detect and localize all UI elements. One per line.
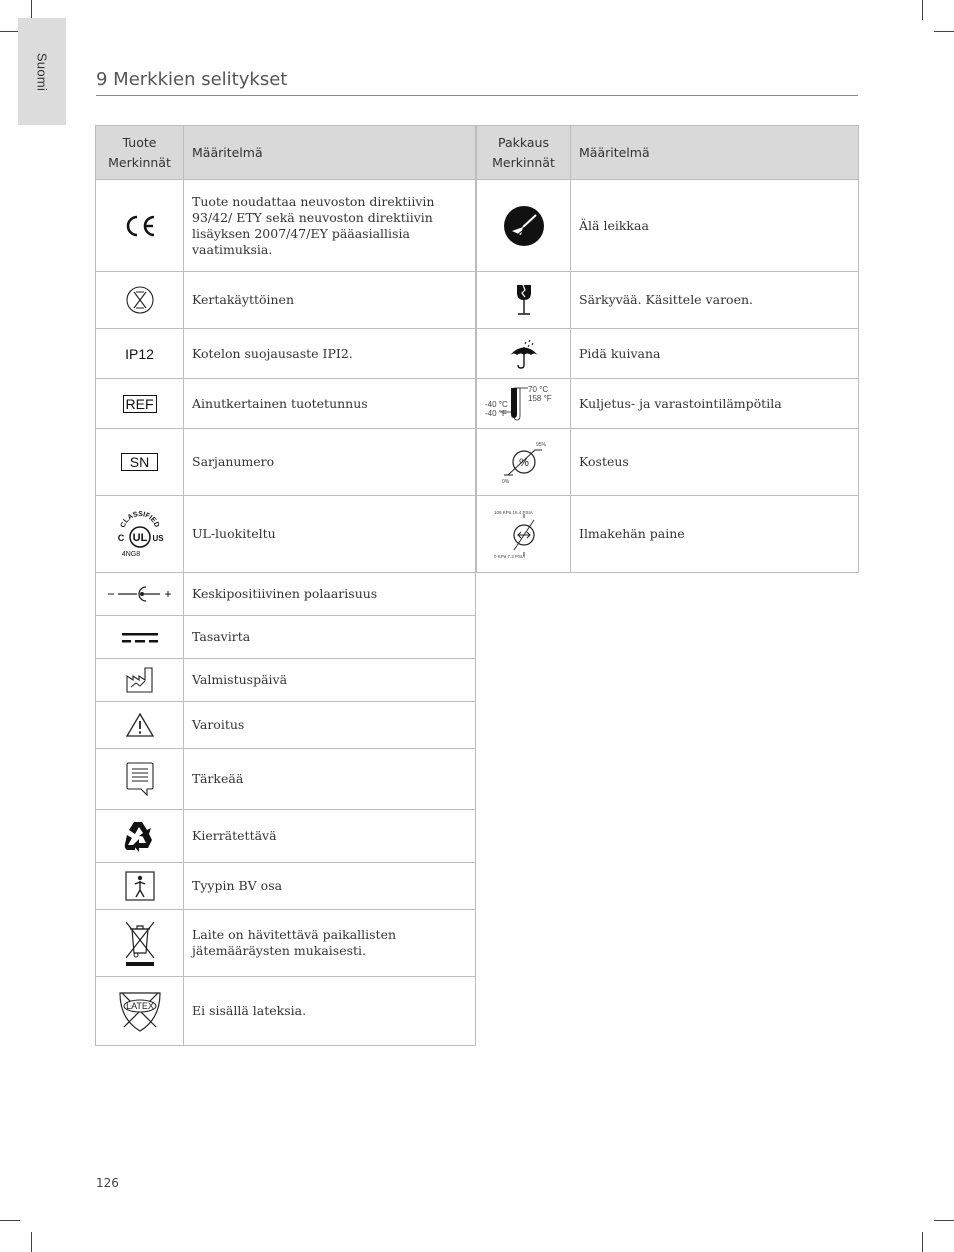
- ref-label: REF: [123, 395, 157, 413]
- crop-mark: [0, 1220, 20, 1221]
- sn-label: SN: [121, 453, 158, 471]
- ul-code-text: 4NG8: [121, 551, 140, 558]
- crop-mark: [922, 1232, 923, 1252]
- header-symbol-line2: Merkinnät: [492, 154, 555, 170]
- ul-us-text: US: [151, 534, 164, 543]
- row-definition: Tasavirta: [184, 616, 476, 659]
- table-row: [96, 496, 476, 573]
- row-definition: Kertakäyttöinen: [184, 272, 476, 329]
- latex-text: LATEX: [125, 1001, 154, 1011]
- page-heading: [96, 69, 858, 96]
- crop-mark: [31, 0, 32, 20]
- temp-high-c: 70 °C: [527, 384, 548, 394]
- temp-low-c: -40 °C: [484, 399, 508, 409]
- polarity-icon: [106, 584, 174, 604]
- crop-mark: [934, 1220, 954, 1221]
- header-symbol-line2: Merkinnät: [108, 154, 171, 170]
- svg-text:CLASSIFIED: [119, 511, 159, 529]
- humidity-limit-icon: [499, 437, 549, 487]
- table-row: [477, 329, 859, 379]
- header-symbol-line1: Tuote: [122, 134, 157, 150]
- humidity-sign: %: [518, 457, 529, 469]
- row-definition: Valmistuspäivä: [184, 659, 476, 702]
- weee-bin-icon: [123, 919, 157, 967]
- table-row: [477, 272, 859, 329]
- table-row: [477, 180, 859, 272]
- ul-classified-icon: [114, 510, 166, 558]
- row-definition: Kosteus: [571, 429, 859, 496]
- important-note-icon: [125, 761, 155, 797]
- table-row: [477, 379, 859, 429]
- header-definition: Määritelmä: [184, 126, 476, 180]
- row-definition: Kierrätettävä: [184, 810, 476, 863]
- table-row: [96, 910, 476, 977]
- table-row: [96, 379, 476, 429]
- row-definition: Ainutkertainen tuotetunnus: [184, 379, 476, 429]
- table-row: [96, 272, 476, 329]
- row-definition: Kuljetus- ja varastointilämpötila: [571, 379, 859, 429]
- row-definition: Ilmakehän paine: [571, 496, 859, 573]
- latex-free-icon: [116, 987, 164, 1035]
- ul-mark-text: UL: [132, 532, 147, 544]
- keep-dry-umbrella-icon: [508, 338, 540, 370]
- table-row: [96, 977, 476, 1046]
- pressure-high: 106 KPa 15.4 PSIA: [493, 510, 533, 515]
- fragile-glass-icon: [514, 283, 534, 317]
- atmospheric-pressure-icon: [492, 508, 556, 560]
- page-number: 126: [96, 1176, 119, 1190]
- page-title: 9 Merkkien selitykset: [96, 69, 288, 90]
- row-definition: Särkyvää. Käsittele varoen.: [571, 272, 859, 329]
- row-definition: Tyypin BV osa: [184, 863, 476, 910]
- table-row: [96, 810, 476, 863]
- table-row: [96, 429, 476, 496]
- language-tab: [18, 18, 66, 125]
- table-row: [96, 616, 476, 659]
- crop-mark: [31, 1232, 32, 1252]
- crop-mark: [0, 31, 20, 32]
- ul-top-text: CLASSIFIED: [119, 510, 160, 529]
- header-symbol: [96, 126, 184, 180]
- do-not-cut-icon: [503, 205, 545, 247]
- header-symbol-line1: Pakkaus: [498, 134, 549, 150]
- row-definition: Tuote noudattaa neuvoston direktiivin 93/42/ ETY sekä neuvoston direktiivin lisäyksen 2007/47/EY pääasiallisia vaatimuksia.: [184, 180, 476, 272]
- row-definition: Ei sisällä lateksia.: [184, 977, 476, 1046]
- pressure-low: 0 KPa 7.3 PSIA: [493, 554, 525, 559]
- row-definition: UL-luokiteltu: [184, 496, 476, 573]
- header-definition: Määritelmä: [571, 126, 859, 180]
- crop-mark: [922, 0, 923, 20]
- table-row: [96, 180, 476, 272]
- type-bf-part-icon: [125, 871, 155, 901]
- row-definition: Kotelon suojausaste IPI2.: [184, 329, 476, 379]
- table-header-row: [96, 126, 476, 180]
- table-row: [96, 329, 476, 379]
- language-tab-label: Suomi: [34, 52, 50, 91]
- table-row: [477, 496, 859, 573]
- table-row: [96, 702, 476, 749]
- row-definition: Varoitus: [184, 702, 476, 749]
- humidity-high: 95%: [535, 442, 546, 448]
- row-definition: Tärkeää: [184, 749, 476, 810]
- ce-mark-icon: [123, 213, 157, 239]
- packaging-symbols-table: [476, 125, 859, 573]
- table-header-row: [477, 126, 859, 180]
- ip-rating-label: IP12: [125, 345, 154, 362]
- row-definition: Keskipositiivinen polaarisuus: [184, 573, 476, 616]
- product-symbols-table: [95, 125, 476, 1046]
- single-use-icon: [125, 285, 155, 315]
- row-definition: Laite on hävitettävä paikallisten jätemääräysten mukaisesti.: [184, 910, 476, 977]
- row-definition: Sarjanumero: [184, 429, 476, 496]
- table-row: [477, 429, 859, 496]
- table-row: [96, 573, 476, 616]
- table-row: [96, 863, 476, 910]
- humidity-low: 0%: [501, 479, 509, 485]
- warning-triangle-icon: [125, 712, 155, 738]
- row-definition: Pidä kuivana: [571, 329, 859, 379]
- manufacture-date-icon: [125, 666, 155, 694]
- table-row: [96, 749, 476, 810]
- temp-high-f: 158 °F: [527, 393, 552, 403]
- row-definition: Älä leikkaa: [571, 180, 859, 272]
- direct-current-icon: [120, 631, 160, 645]
- temp-low-f: -40 °F: [484, 408, 507, 418]
- temperature-limit-icon: [484, 384, 564, 424]
- recycle-icon: [122, 818, 158, 854]
- table-row: [96, 659, 476, 702]
- header-symbol: [477, 126, 571, 180]
- crop-mark: [934, 31, 954, 32]
- ul-c-text: C: [117, 533, 124, 543]
